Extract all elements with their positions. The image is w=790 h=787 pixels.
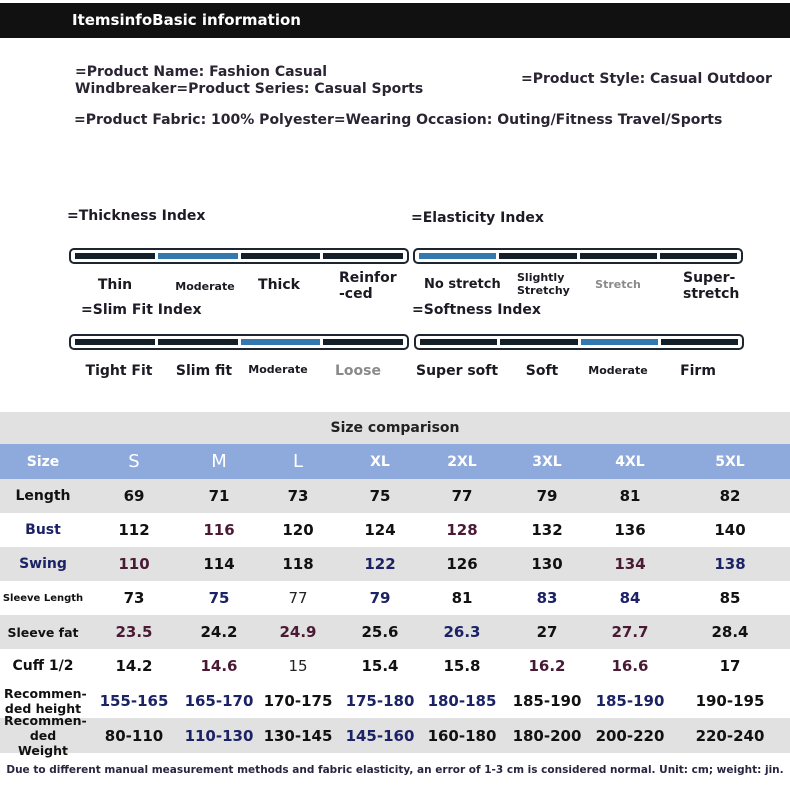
softness-label-moderate: Moderate [588, 364, 648, 377]
row-label: Swing [19, 556, 67, 572]
table-cell: 27.7 [611, 623, 649, 641]
softness-index-bar [414, 334, 744, 350]
row-label: Sleeve fat [7, 624, 79, 640]
table-cell: 23.5 [115, 623, 153, 641]
section-title: ItemsinfoBasic information [72, 11, 301, 29]
slim-fit-label-slim-fit: Slim fit [175, 363, 233, 379]
table-cell: 220-240 [695, 726, 765, 745]
product-fabric-text: =Product Fabric: 100% Polyester=Wearing Occasion: Outing/Fitness Travel/Sports [74, 112, 723, 128]
header-cell: M [211, 451, 227, 472]
table-cell: 28.4 [711, 623, 749, 641]
thickness-segment [75, 253, 155, 259]
table-cell: 130-145 [263, 726, 333, 745]
table-cell: 185-190 [512, 691, 582, 710]
table-cell: 83 [536, 589, 558, 607]
table-cell: 180-185 [427, 691, 497, 710]
thickness-segment [158, 253, 238, 259]
slim-fit-index-title: =Slim Fit Index [81, 302, 202, 318]
table-cell: 112 [118, 521, 150, 539]
table-cell: 200-220 [595, 726, 665, 745]
header-cell: 3XL [532, 453, 562, 470]
table-cell: 80-110 [104, 726, 164, 745]
table-cell: 85 [719, 589, 741, 607]
elasticity-segment [419, 253, 496, 259]
table-cell: 136 [614, 521, 646, 539]
table-cell: 17 [719, 657, 741, 675]
slim-fit-index-bar [69, 334, 409, 350]
table-cell: 134 [614, 555, 646, 573]
table-cell: 130 [531, 555, 563, 573]
table-cell: 145-160 [345, 726, 415, 745]
table-cell: 160-180 [427, 726, 497, 745]
row-label: Cuff 1/2 [12, 658, 74, 674]
table-cell: 14.2 [115, 657, 153, 675]
elasticity-label-slightly-stretchy: Slightly Stretchy [517, 271, 570, 297]
table-cell: 190-195 [695, 691, 765, 710]
table-cell: 24.2 [200, 623, 238, 641]
table-cell: 73 [287, 487, 309, 505]
table-cell: 128 [446, 521, 478, 539]
table-cell: 132 [531, 521, 563, 539]
section-header [0, 3, 790, 38]
thickness-label-reinforced: Reinfor-ced [339, 270, 397, 302]
size-header-row [0, 444, 790, 479]
table-cell: 124 [364, 521, 396, 539]
table-cell: 165-170 [184, 691, 254, 710]
thickness-label-moderate: Moderate [175, 280, 235, 293]
measurement-footnote: Due to different manual measurement methods and fabric elasticity, an error of 1-3 cm is considered normal. Unit: cm; weight: jin. [6, 764, 784, 776]
table-cell: 15.8 [443, 657, 481, 675]
thickness-segment [323, 253, 403, 259]
elasticity-segment [660, 253, 737, 259]
table-cell: 27 [536, 623, 558, 641]
table-cell: 120 [282, 521, 314, 539]
softness-index-title: =Softness Index [412, 302, 541, 318]
row-label: Sleeve Length [2, 592, 84, 604]
thickness-index-bar [69, 248, 409, 264]
table-cell: 185-190 [595, 691, 665, 710]
table-cell: 126 [446, 555, 478, 573]
table-row-length [0, 479, 790, 513]
table-cell: 15.4 [361, 657, 399, 675]
slim-fit-segment [158, 339, 238, 345]
table-cell: 140 [714, 521, 746, 539]
elasticity-label-stretch: Stretch [595, 278, 641, 291]
softness-segment [500, 339, 577, 345]
header-cell: 5XL [715, 453, 745, 470]
slim-fit-segment [75, 339, 155, 345]
table-cell: 69 [123, 487, 145, 505]
header-cell: L [292, 451, 304, 472]
table-cell: 16.6 [611, 657, 649, 675]
elasticity-label-super-stretch: Super-stretch [683, 270, 740, 302]
table-row-recommended-weight [0, 713, 790, 758]
elasticity-index-bar [413, 248, 743, 264]
table-cell: 81 [619, 487, 641, 505]
table-row-sleeve-length [0, 581, 790, 615]
table-cell: 175-180 [345, 691, 415, 710]
slim-fit-segment [323, 339, 403, 345]
table-cell: 79 [369, 589, 391, 607]
table-row-bust [0, 513, 790, 547]
slim-fit-segment [241, 339, 321, 345]
header-cell: Size [26, 453, 60, 470]
table-cell: 79 [536, 487, 558, 505]
table-cell: 81 [451, 589, 473, 607]
elasticity-index-title: =Elasticity Index [411, 210, 544, 226]
thickness-segment [241, 253, 321, 259]
table-cell: 116 [203, 521, 235, 539]
table-cell: 84 [619, 589, 641, 607]
table-cell: 180-200 [512, 726, 582, 745]
table-cell: 110 [118, 555, 150, 573]
table-cell: 73 [123, 589, 145, 607]
table-row-cuff [0, 649, 790, 683]
table-cell: 24.9 [279, 623, 317, 641]
table-cell: 110-130 [184, 726, 254, 745]
table-row-recommended-height [0, 683, 790, 718]
elasticity-segment [580, 253, 657, 259]
table-cell: 75 [208, 589, 230, 607]
header-cell: 2XL [447, 453, 477, 470]
thickness-index-title: =Thickness Index [67, 208, 206, 224]
product-name-text: =Product Name: Fashion Casual Windbreaker=Product Series: Casual Sports [75, 64, 424, 97]
size-table-title: Size comparison [0, 412, 790, 444]
table-cell: 71 [208, 487, 230, 505]
product-style-text: =Product Style: Casual Outdoor [521, 71, 772, 87]
size-comparison-table [0, 412, 790, 758]
table-cell: 77 [451, 487, 473, 505]
softness-label-soft: Soft [525, 363, 559, 379]
header-cell: S [128, 451, 140, 472]
slim-fit-label-loose: Loose [335, 363, 381, 379]
row-label: Recommen-ded Weight [4, 713, 87, 758]
table-row-sleeve-fat [0, 615, 790, 649]
table-row-swing [0, 547, 790, 581]
row-label: Length [15, 488, 71, 504]
elasticity-segment [499, 253, 576, 259]
table-cell: 75 [369, 487, 391, 505]
table-cell: 16.2 [528, 657, 566, 675]
row-label: Recommen-ded height [4, 685, 87, 716]
table-cell: 118 [282, 555, 314, 573]
softness-segment [661, 339, 738, 345]
header-cell: 4XL [615, 453, 645, 470]
elasticity-label-no-stretch: No stretch [424, 277, 501, 292]
row-label: Bust [25, 522, 61, 538]
table-cell: 26.3 [443, 623, 481, 641]
table-cell: 122 [364, 555, 396, 573]
softness-segment [581, 339, 658, 345]
table-cell: 14.6 [200, 657, 238, 675]
table-cell: 15 [288, 657, 308, 675]
table-cell: 170-175 [263, 691, 333, 710]
table-cell: 25.6 [361, 623, 399, 641]
table-cell: 82 [719, 487, 741, 505]
slim-fit-label-moderate: Moderate [248, 363, 308, 376]
header-cell: XL [370, 453, 390, 470]
table-cell: 114 [203, 555, 235, 573]
table-cell: 155-165 [99, 691, 169, 710]
table-cell: 77 [288, 589, 308, 607]
softness-label-super-soft: Super soft [416, 363, 499, 379]
thickness-label-thin: Thin [97, 277, 133, 293]
slim-fit-label-tight-fit: Tight Fit [85, 363, 153, 379]
softness-label-firm: Firm [680, 363, 716, 379]
thickness-label-thick: Thick [258, 277, 300, 293]
table-cell: 138 [714, 555, 746, 573]
softness-segment [420, 339, 497, 345]
